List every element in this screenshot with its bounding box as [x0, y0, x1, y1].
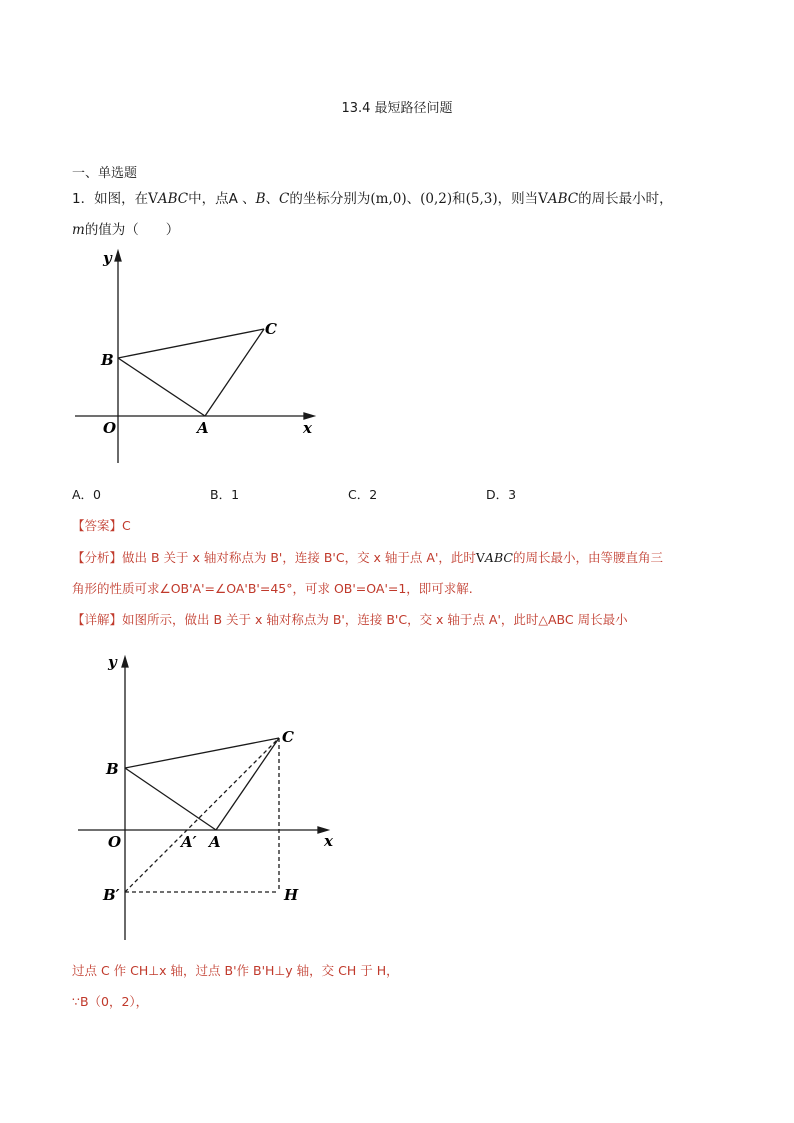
option-a: A．0 [72, 487, 102, 502]
label-y: y [108, 653, 117, 671]
triangle-symbol: V [538, 191, 548, 207]
segment-bpc-dashed [125, 738, 279, 892]
label-a-prime: A′ [181, 833, 197, 851]
coord-b: (0,2) [420, 191, 453, 207]
question-text: 中，点A 、 [188, 191, 256, 207]
point-b: B [255, 191, 266, 207]
label-a: A [209, 833, 221, 851]
triangle-name: ABC [157, 191, 189, 207]
question-line-2 [72, 218, 179, 238]
detail-tag: 【详解】 [72, 612, 123, 627]
segment-ac [216, 738, 279, 830]
question-text: 和 [452, 191, 466, 207]
segment-ba [118, 358, 205, 416]
page-title: 13.4 最短路径问题 [341, 101, 453, 116]
triangle-symbol: V [148, 191, 158, 207]
detail-line [72, 610, 628, 628]
question-text: 、 [265, 191, 280, 207]
option-d: D．3 [486, 487, 517, 502]
segment-ac [205, 329, 264, 416]
label-x: x [324, 832, 333, 850]
analysis-tag: 【分析】 [72, 550, 123, 565]
segment-bc [118, 329, 264, 358]
question-text: 的周长最小时， [578, 191, 673, 207]
label-b: B [101, 351, 114, 369]
triangle-symbol: V [475, 550, 485, 565]
point-c: C [279, 191, 290, 207]
label-x: x [303, 419, 312, 437]
label-h: H [284, 886, 299, 904]
variable-m: m [72, 222, 85, 238]
segment-bc [125, 738, 279, 768]
question-line-1 [72, 187, 673, 207]
label-o: O [108, 833, 122, 851]
label-c: C [282, 728, 294, 746]
segment-ba [125, 768, 216, 830]
triangle-name: ABC [484, 550, 513, 565]
label-y: y [103, 249, 112, 267]
coord-a: (m,0) [370, 191, 407, 207]
coord-c: (5,3) [465, 191, 498, 207]
question-text: 1．如图，在 [72, 191, 149, 207]
analysis-text: 做出 B 关于 x 轴对称点为 B'，连接 B'C，交 x 轴于点 A'，此时 [122, 550, 476, 565]
label-c: C [265, 320, 277, 338]
analysis-line-1 [72, 548, 663, 566]
figure-2 [70, 648, 360, 948]
label-o: O [103, 419, 117, 437]
detail-step-1: 过点 C 作 CH⊥x 轴，过点 B'作 B'H⊥y 轴，交 CH 于 H， [72, 963, 399, 978]
section-heading: 一、单选题 [72, 166, 138, 181]
triangle-name: ABC [547, 191, 579, 207]
option-c: C．2 [348, 487, 378, 502]
detail-step-2: ∵B（0，2）， [72, 994, 149, 1009]
label-a: A [197, 419, 209, 437]
label-b: B [106, 760, 119, 778]
analysis-text: 的周长最小，由等腰直角三 [512, 550, 663, 565]
question-text: ，则当 [497, 191, 539, 207]
y-axis-arrow [122, 657, 128, 667]
figure-1 [65, 245, 325, 470]
question-text: 的坐标分别为 [289, 191, 371, 207]
analysis-line-2: 角形的性质可求∠OB'A'=∠OA'B'=45°，可求 OB'=OA'=1，即可求解. [72, 581, 473, 596]
label-b-prime: B′ [103, 886, 120, 904]
answer-line [72, 516, 131, 534]
detail-text: 如图所示，做出 B 关于 x 轴对称点为 B'，连接 B'C，交 x 轴于点 A'，此时△ABC 周长最小 [122, 612, 628, 627]
answer-value: C [122, 518, 131, 533]
question-text: 的值为（ ） [84, 222, 180, 238]
y-axis-arrow [115, 251, 121, 261]
question-text: 、 [406, 191, 421, 207]
option-b: B．1 [210, 487, 240, 502]
answer-tag: 【答案】 [72, 518, 123, 533]
